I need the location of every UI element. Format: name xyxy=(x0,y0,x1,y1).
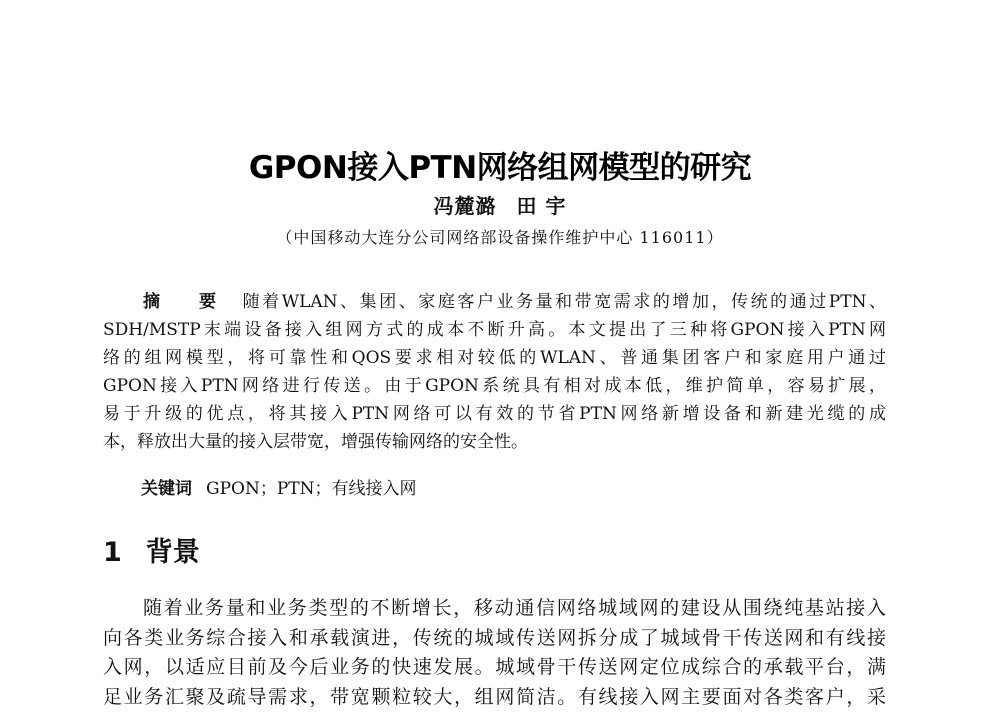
abstract-line: GPON接入PTN网络进行传送。由于GPON系统具有相对成本低，维护简单，容易扩展， xyxy=(103,376,886,396)
abstract-line: 络的组网模型，将可靠性和QOS要求相对较低的WLAN、普通集团客户和家庭用户通过 xyxy=(103,348,886,368)
abstract xyxy=(103,288,886,456)
author-name: 田 宇 xyxy=(516,194,567,218)
author-list xyxy=(0,190,1000,219)
abstract-line: SDH/MSTP末端设备接入组网方式的成本不断升高。本文提出了三种将GPON接入PTN网 xyxy=(103,320,886,340)
section-number: 1 xyxy=(103,537,122,568)
body-line: 入网，以适应目前及今后业务的快速发展。城域骨干传送网定位成综合的承载平台，满 xyxy=(103,656,886,678)
abstract-line: 摘 要 随着WLAN、集团、家庭客户业务量和带宽需求的增加，传统的通过PTN、 xyxy=(143,292,886,312)
section-body xyxy=(103,594,886,712)
abstract-line: 易于升级的优点，将其接入PTN网络可以有效的节省PTN网络新增设备和新建光缆的成 xyxy=(103,404,886,424)
keywords-label: 关键词 xyxy=(141,479,192,499)
author-name: 冯麓潞 xyxy=(433,194,497,218)
keywords xyxy=(141,474,416,499)
body-line: 足业务汇聚及疏导需求，带宽颗粒较大，组网简洁。有线接入网主要面对各类客户，采 xyxy=(103,685,886,708)
body-line: 向各类业务综合接入和承载演进，传统的城域传送网拆分成了城域骨干传送网和有线接 xyxy=(103,626,886,649)
abstract-label: 摘 要 xyxy=(143,292,233,312)
abstract-line: 本，释放出大量的接入层带宽，增强传输网络的安全性。 xyxy=(103,432,528,452)
body-line: 随着业务量和业务类型的不断增长，移动通信网络城域网的建设从围绕纯基站接入 xyxy=(143,597,886,619)
section-title: 背景 xyxy=(145,537,200,568)
section-heading xyxy=(103,530,200,569)
keywords-text: GPON；PTN；有线接入网 xyxy=(206,479,417,499)
affiliation: （中国移动大连分公司网络部设备操作维护中心 116011） xyxy=(276,228,724,247)
paper-title: GPON接入PTN网络组网模型的研究 xyxy=(248,150,752,186)
